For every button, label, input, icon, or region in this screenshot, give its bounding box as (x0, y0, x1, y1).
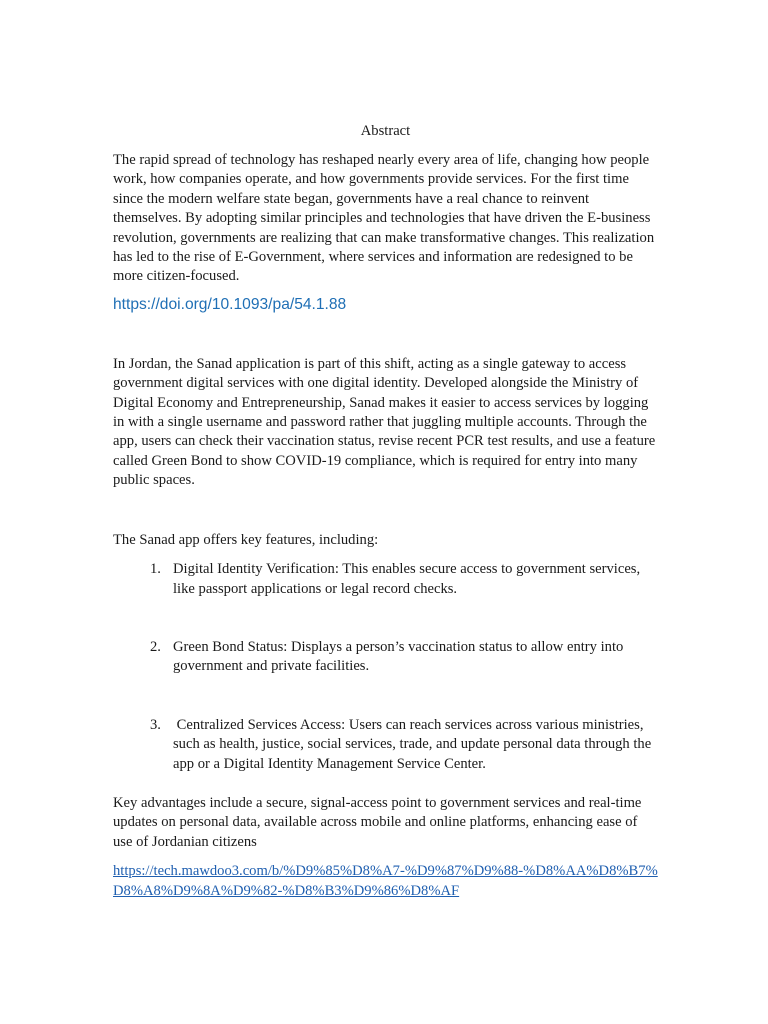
list-item-text: Digital Identity Verification: This enables secure access to government services, like passport applications or legal record checks. (173, 561, 641, 597)
spacer (113, 315, 658, 355)
list-item-text: Green Bond Status: Displays a person’s vaccination status to allow entry into government and private facilities. (173, 638, 624, 675)
document-page (113, 122, 658, 901)
abstract-paragraph: The rapid spread of technology has reshaped nearly every area of life, changing how people work, how companies operate, and how governments provide services. For the first time since the modern welfare state began, governments have a real chance to reinvent themselves. By adopting similar principles and technologies that have driven the E-business revolution, governments are realizing that can make transformative changes. This realization has led to the rise of E-Government, where services and information are redesigned to be more citizen-focused. (113, 152, 655, 285)
list-item (113, 638, 658, 677)
list-item-number: 2. (150, 638, 161, 655)
spacer (113, 491, 658, 531)
features-intro: The Sanad app offers key features, including: (113, 531, 379, 548)
list-item-number: 1. (150, 561, 161, 578)
list-item (113, 716, 658, 774)
features-list (113, 560, 658, 774)
advantages-paragraph: Key advantages include a secure, signal-access point to government services and real-time updates on personal data, available across mobile and online platforms, enhancing ease of use of Jordanian citizens (113, 794, 642, 850)
source-link[interactable]: https://tech.mawdoo3.com/b/%D9%85%D8%A7-%D9%87%D9%88-%D8%AA%D8%B7%D8%A8%D9%8A%D9%82-%D8%B3%D9%86%D8%AF (113, 863, 658, 899)
jordan-sanad-paragraph: In Jordan, the Sanad application is part of this shift, acting as a single gateway to access government digital services with one digital identity. Developed alongside the Ministry of Digital Economy and Entrepreneurship, Sanad makes it easier to access services by logging in with a single username and password rather that juggling multiple accounts. Through the app, users can check their vaccination status, revise recent PCR test results, and use a feature called Green Bond to show COVID-19 compliance, which is required for entry into many public spaces. (113, 355, 656, 489)
list-item-text: Centralized Services Access: Users can reach services across various ministries, such as health, justice, social services, trade, and update personal data through the app or a Digital Identity Management Service Center. (173, 716, 655, 772)
spacer (113, 677, 658, 716)
list-item (113, 560, 658, 599)
spacer (113, 599, 658, 638)
list-item-number: 3. (150, 716, 161, 733)
document-title: Abstract (360, 123, 411, 139)
doi-link[interactable]: https://doi.org/10.1093/pa/54.1.88 (113, 295, 347, 313)
